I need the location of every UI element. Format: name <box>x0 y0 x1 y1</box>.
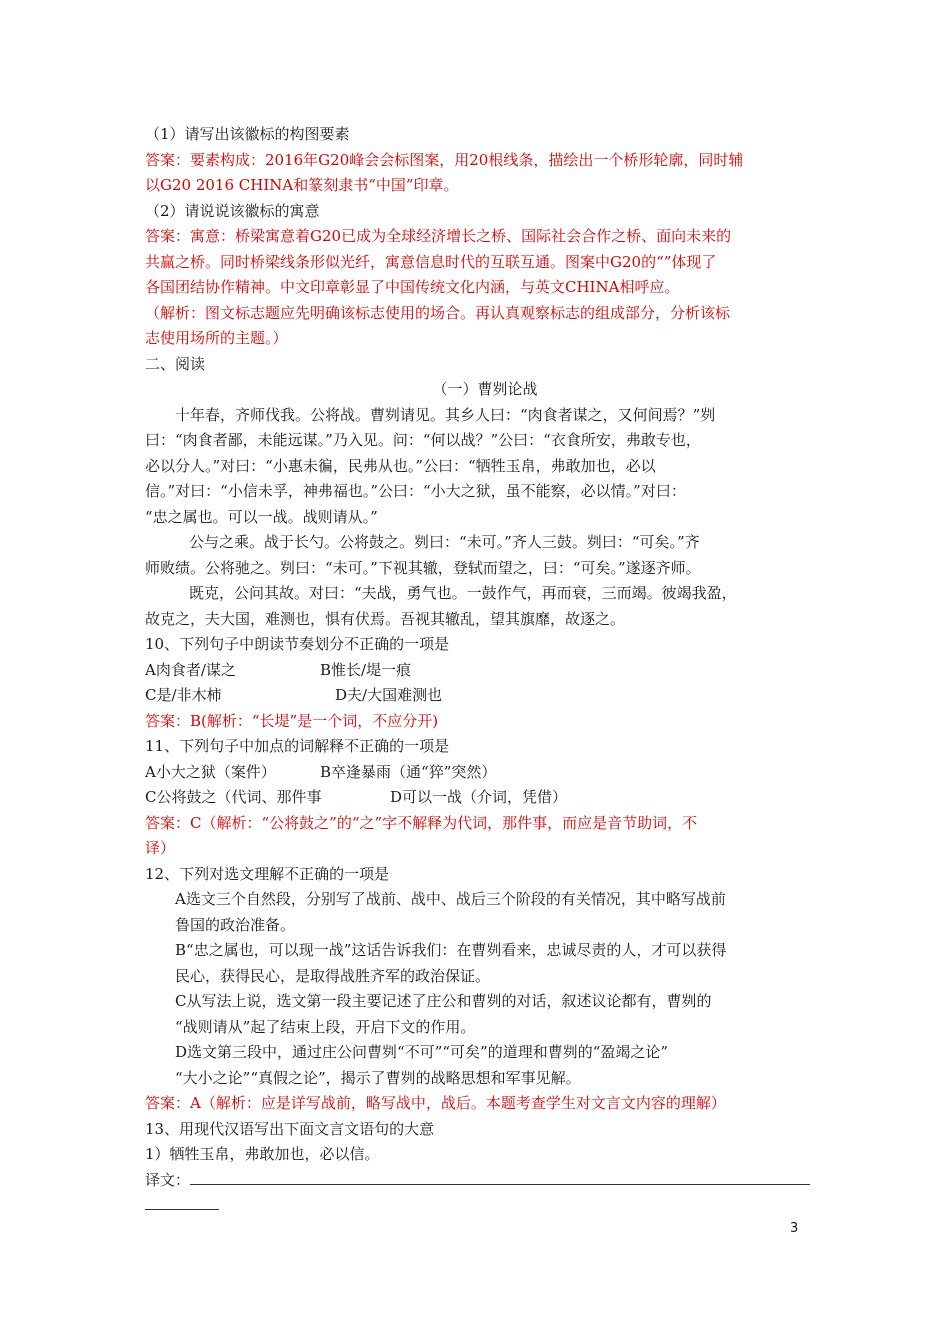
q12-option-c-line-1: C从写法上说，选文第一段主要记述了庄公和曹刿的对话，叙述议论都有，曹刿的 <box>175 992 712 1010</box>
q12-stem: 12、下列对选文理解不正确的一项是 <box>145 864 390 883</box>
q10-answer: 答案：B(解析：“长堤”是一个词，不应分开) <box>145 711 439 730</box>
passage-p3-line-2: 故克之，夫大国，难测也，惧有伏焉。吾视其辙乱，望其旗靡，故逐之。 <box>145 609 626 628</box>
q11-option-d: D可以一战（介词，凭借） <box>390 788 568 806</box>
q10-stem: 10、下列句子中朗读节奏划分不正确的一项是 <box>145 635 450 653</box>
q10-option-c: C是/非木柿 <box>145 686 222 704</box>
q13-translation-row <box>145 1168 825 1194</box>
passage-p1-line-2: 曰：“肉食者鄙，未能远谋。”乃入见。问：“何以战？”公曰：“衣食所安，弗敢专也， <box>145 431 701 449</box>
q13-answer-blank-line-2[interactable] <box>145 1195 219 1210</box>
q10-options-row-1 <box>145 658 825 684</box>
q11-stem: 11、下列句子中加点的词解释不正确的一项是 <box>145 737 450 755</box>
passage-p1-line-4: 信。”对曰：“小信未孚，神弗福也。”公曰：“小大之狱，虽不能察，必以情。”对曰： <box>145 482 686 500</box>
q2-prompt: （2）请说说该徽标的寓意 <box>145 201 320 220</box>
q12-option-b-line-1: B“忠之属也，可以现一战”这话告诉我们：在曹刿看来，忠诚尽责的人，才可以获得 <box>175 941 727 959</box>
passage-p1-line-3: 必以分人。”对曰：“小惠未徧，民弗从也。”公曰：“牺牲玉帛，弗敢加也，必以 <box>145 456 656 475</box>
section-heading: 二、阅读 <box>145 354 206 373</box>
q2-answer-line-1: 答案：寓意：桥梁寓意着G20已成为全球经济增长之桥、国际社会合作之桥、面向未来的 <box>145 227 732 245</box>
q1-answer-line-1: 答案：要素构成：2016年G20峰会会标图案，用20根线条，描绘出一个桥形轮廓，同时辅 <box>145 150 744 169</box>
q12-option-d-line-2: “大小之论”“真假之论”，揭示了曹刿的战略思想和军事见解。 <box>175 1068 581 1087</box>
q11-option-a: A小大之狱（案件） <box>145 762 276 781</box>
passage-p3-line-1: 既克，公问其故。对曰：“夫战，勇气也。一鼓作气，再而衰，三而竭。彼竭我盈， <box>189 584 737 602</box>
q12-option-a-line-2: 鲁国的政治准备。 <box>175 915 296 934</box>
q2-analysis-line-1: （解析：图文标志题应先明确该标志使用的场合。再认真观察标志的组成部分，分析该标 <box>145 303 731 322</box>
passage-p1-line-5: “忠之属也。可以一战。战则请从。” <box>145 507 378 526</box>
page-number: 3 <box>790 1221 799 1236</box>
q12-answer: 答案：A（解析：应是详写战前，略写战中，战后。本题考查学生对文言文内容的理解） <box>145 1094 726 1112</box>
passage-p1-line-1: 十年春，齐师伐我。公将战。曹刿请见。其乡人曰：“肉食者谋之，又何间焉？”刿 <box>175 405 716 424</box>
q13-answer-blank-line-1[interactable] <box>190 1170 810 1185</box>
q12-option-d-line-1: D选文第三段中，通过庄公问曹刿“不可”“可矣”的道理和曹刿的“盈竭之论” <box>175 1043 669 1061</box>
q10-option-a: A肉食者/谋之 <box>145 660 236 679</box>
q10-options-row-2 <box>145 683 825 709</box>
q10-option-b: B惟长/堤一痕 <box>320 660 412 679</box>
q12-option-a-line-1: A选文三个自然段，分别写了战前、战中、战后三个阶段的有关情况，其中略写战前 <box>175 890 726 908</box>
passage-title: （一）曹刿论战 <box>432 380 538 398</box>
q13-translation-label: 译文： <box>145 1170 191 1189</box>
q2-analysis-line-2: 志使用场所的主题。） <box>145 329 288 347</box>
q11-options-row-2 <box>145 785 825 811</box>
q12-option-c-line-2: “战则请从”起了结束上段，开启下文的作用。 <box>175 1017 476 1036</box>
passage-p2-line-2: 师败绩。公将驰之。刿曰：“未可。”下视其辙，登轼而望之，曰：“可矣。”遂逐齐师。 <box>145 558 701 577</box>
q13-stem: 13、用现代汉语写出下面文言文语句的大意 <box>145 1119 435 1138</box>
q11-option-c: C公将鼓之（代词、那件事 <box>145 788 322 806</box>
q10-option-d: D夫/大国难测也 <box>335 686 443 704</box>
q13-translation-row-2 <box>145 1193 825 1219</box>
q1-prompt: （1）请写出该徽标的构图要素 <box>145 125 350 143</box>
q11-answer-line-2: 译） <box>145 839 176 857</box>
q2-answer-line-3: 各国团结协作精神。中文印章彰显了中国传统文化内涵，与英文CHINA相呼应。 <box>145 278 680 296</box>
q11-options-row-1 <box>145 760 825 786</box>
document-body <box>145 122 825 1219</box>
q1-answer-line-2: 以G20 2016 CHINA和篆刻隶书“中国”印章。 <box>145 176 459 194</box>
passage-p2-line-1: 公与之乘。战于长勺。公将鼓之。刿曰：“未可。”齐人三鼓。刿曰：“可矣。”齐 <box>189 533 700 551</box>
q11-answer-line-1: 答案：C（解析：“公将鼓之”的“之”字不解释为代词，那件事，而应是音节助词，不 <box>145 813 698 832</box>
q12-option-b-line-2: 民心，获得民心，是取得战胜齐军的政治保证。 <box>175 966 491 985</box>
q11-option-b: B卒逢暴雨（通“猝”突然） <box>320 762 497 781</box>
q13-item-1: 1）牺牲玉帛，弗敢加也，必以信。 <box>145 1145 380 1163</box>
q2-answer-line-2: 共赢之桥。同时桥梁线条形似光纤，寓意信息时代的互联互通。图案中G20的“”体现了 <box>145 252 717 271</box>
